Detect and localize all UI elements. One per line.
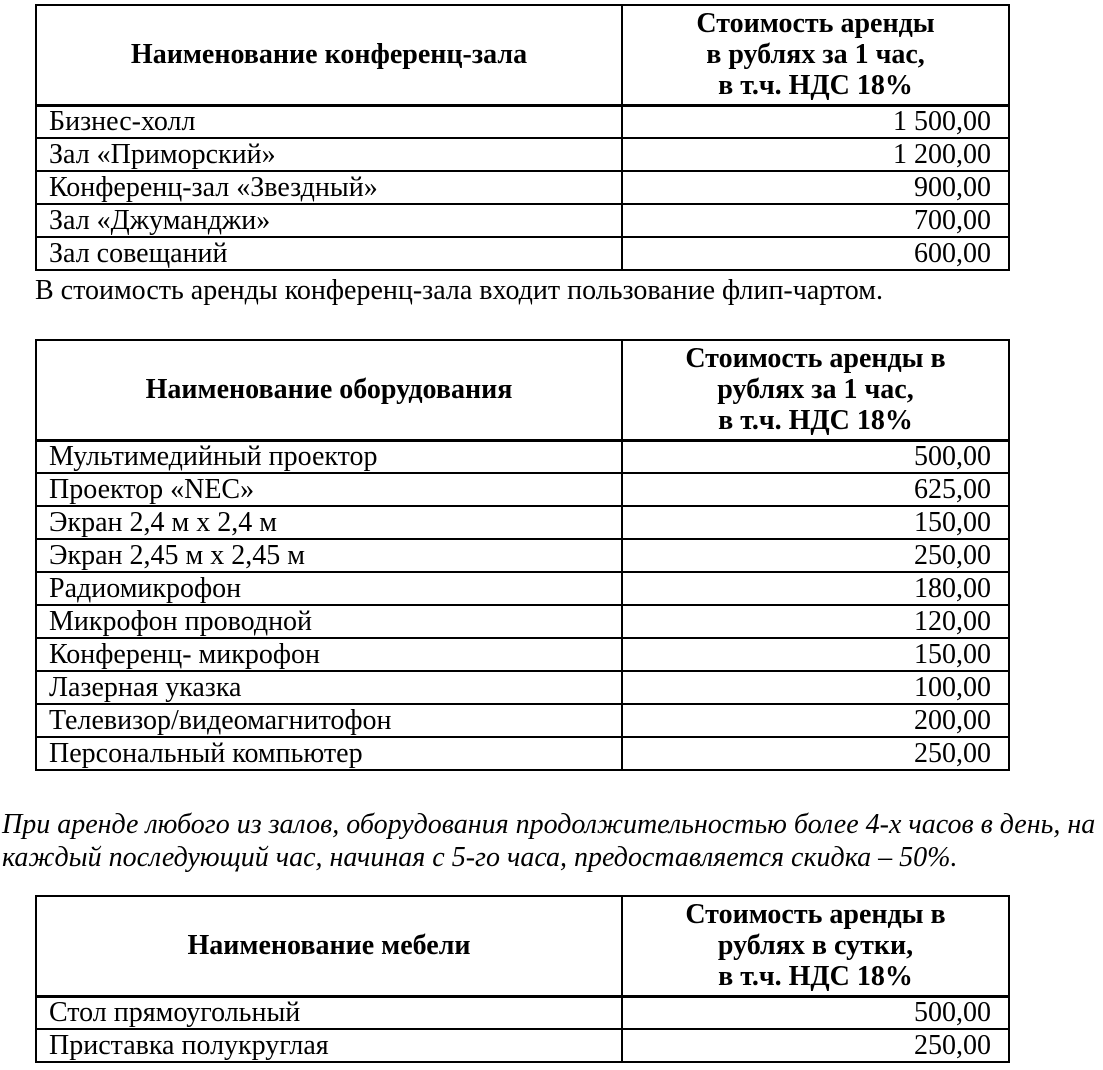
table-row bbox=[36, 473, 1009, 506]
row-name-cell: Радиомикрофон bbox=[36, 572, 622, 605]
row-price-cell: 120,00 bbox=[622, 605, 1009, 638]
table-row bbox=[36, 572, 1009, 605]
header-price-line: в т.ч. НДС 18% bbox=[718, 405, 913, 437]
header-price-line: в т.ч. НДС 18% bbox=[718, 70, 913, 102]
header-price-cell bbox=[622, 896, 1009, 996]
table-row bbox=[36, 605, 1009, 638]
table-row bbox=[36, 1029, 1009, 1062]
row-name-cell: Проектор «NEC» bbox=[36, 473, 622, 506]
table-row bbox=[36, 671, 1009, 704]
header-price-line: в т.ч. НДС 18% bbox=[718, 961, 913, 993]
row-name-cell: Телевизор/видеомагнитофон bbox=[36, 704, 622, 737]
row-price-cell: 250,00 bbox=[622, 737, 1009, 770]
row-price-cell: 200,00 bbox=[622, 704, 1009, 737]
table-row bbox=[36, 440, 1009, 473]
row-name-cell: Микрофон проводной bbox=[36, 605, 622, 638]
header-price-line: рублях за 1 час, bbox=[717, 374, 914, 406]
row-price-cell: 150,00 bbox=[622, 506, 1009, 539]
header-price-line: в рублях за 1 час, bbox=[706, 39, 925, 71]
table-row bbox=[36, 105, 1009, 138]
header-row bbox=[36, 5, 1009, 105]
row-price-cell: 500,00 bbox=[622, 440, 1009, 473]
flipchart-note: В стоимость аренды конференц-зала входит пользование флип-чартом. bbox=[35, 275, 883, 306]
header-price-line: Стоимость аренды в bbox=[685, 899, 946, 931]
row-price-cell: 900,00 bbox=[622, 171, 1009, 204]
row-price-cell: 700,00 bbox=[622, 204, 1009, 237]
header-name-cell: Наименование мебели bbox=[36, 896, 622, 996]
row-name-cell: Конференц- микрофон bbox=[36, 638, 622, 671]
header-price-cell bbox=[622, 340, 1009, 440]
row-name-cell: Экран 2,45 м х 2,45 м bbox=[36, 539, 622, 572]
row-name-cell: Зал «Джуманджи» bbox=[36, 204, 622, 237]
header-name-cell: Наименование оборудования bbox=[36, 340, 622, 440]
header-price-cell bbox=[622, 5, 1009, 105]
row-name-cell: Мультимедийный проектор bbox=[36, 440, 622, 473]
equipment-table bbox=[35, 339, 1010, 771]
row-name-cell: Приставка полукруглая bbox=[36, 1029, 622, 1062]
header-price-line: Стоимость аренды в bbox=[685, 343, 946, 375]
table-row bbox=[36, 171, 1009, 204]
table-row bbox=[36, 237, 1009, 270]
row-price-cell: 250,00 bbox=[622, 1029, 1009, 1062]
row-price-cell: 180,00 bbox=[622, 572, 1009, 605]
row-name-cell: Конференц-зал «Звездный» bbox=[36, 171, 622, 204]
row-price-cell: 250,00 bbox=[622, 539, 1009, 572]
table-row bbox=[36, 204, 1009, 237]
table-row bbox=[36, 539, 1009, 572]
table-row bbox=[36, 506, 1009, 539]
row-price-cell: 150,00 bbox=[622, 638, 1009, 671]
row-name-cell: Экран 2,4 м х 2,4 м bbox=[36, 506, 622, 539]
discount-note bbox=[2, 808, 1103, 874]
header-row bbox=[36, 896, 1009, 996]
row-price-cell: 1 500,00 bbox=[622, 105, 1009, 138]
table-row bbox=[36, 638, 1009, 671]
row-name-cell: Персональный компьютер bbox=[36, 737, 622, 770]
row-name-cell: Зал совещаний bbox=[36, 237, 622, 270]
table-row bbox=[36, 704, 1009, 737]
row-price-cell: 100,00 bbox=[622, 671, 1009, 704]
row-name-cell: Стол прямоугольный bbox=[36, 996, 622, 1029]
header-row bbox=[36, 340, 1009, 440]
header-price-line: рублях в сутки, bbox=[717, 930, 914, 962]
row-price-cell: 625,00 bbox=[622, 473, 1009, 506]
row-name-cell: Зал «Приморский» bbox=[36, 138, 622, 171]
row-price-cell: 1 200,00 bbox=[622, 138, 1009, 171]
row-price-cell: 600,00 bbox=[622, 237, 1009, 270]
table-row bbox=[36, 996, 1009, 1029]
table-row bbox=[36, 737, 1009, 770]
row-price-cell: 500,00 bbox=[622, 996, 1009, 1029]
furniture-table bbox=[35, 895, 1010, 1063]
header-price-line: Стоимость аренды bbox=[696, 8, 935, 40]
conference-halls-table bbox=[35, 4, 1010, 271]
discount-note-line: При аренде любого из залов, оборудования продолжительностью более 4-х часов в день, на bbox=[2, 809, 1096, 840]
row-name-cell: Бизнес-холл bbox=[36, 105, 622, 138]
discount-note-line: каждый последующий час, начиная с 5-го часа, предоставляется скидка – 50%. bbox=[2, 842, 958, 873]
row-name-cell: Лазерная указка bbox=[36, 671, 622, 704]
table-row bbox=[36, 138, 1009, 171]
header-name-cell: Наименование конференц-зала bbox=[36, 5, 622, 105]
